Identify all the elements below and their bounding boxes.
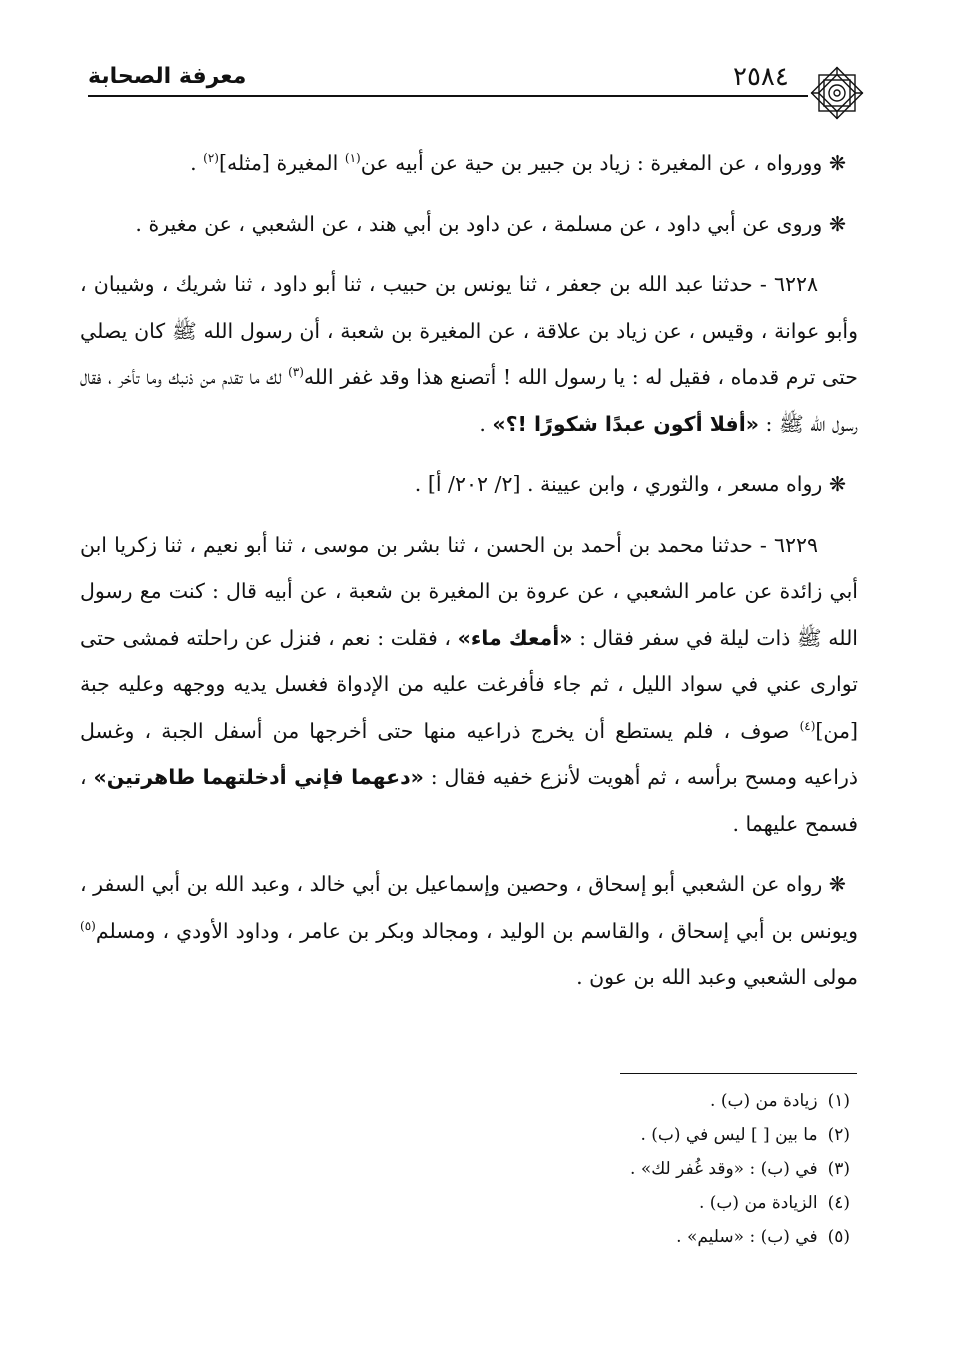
- text-run: .: [479, 411, 493, 436]
- footnote-number: (٤): [827, 1193, 850, 1213]
- footnote-text: ما بين [ ] ليس في (ب) .: [640, 1125, 818, 1145]
- footnote-item: [540, 1084, 850, 1118]
- note-marker-icon: ❋: [822, 211, 846, 236]
- text-run: رواه عن الشعبي أبو إسحاق ، وحصين وإسماعيل بن أبي خالد ، وعبد الله بن أبي السفر ، ويونس بن أبي إسحاق ، والقاسم بن الوليد ، ومجالد وبكر بن عامر ، وداود الأودي ، ومسلم: [80, 872, 858, 943]
- page-number: ٢٥٨٤: [733, 62, 789, 92]
- note-paragraph: [80, 461, 858, 508]
- text-run: ، فقلت : نعم ، فنزل عن راحلته فمشى حتى توارى عني في سواد الليل ، ثم جاء فأفرغت عليه من الإدواة فغسل يديه ووجهه وعليه جبة [من]: [80, 625, 858, 743]
- footnote-text: في (ب) : «وقد غُفر لك» .: [630, 1159, 818, 1179]
- footnotes: [540, 1084, 850, 1254]
- book-title: معرفة الصحابة: [88, 64, 247, 89]
- footnote-item: [540, 1118, 850, 1152]
- footnote-ref: (٢): [203, 151, 219, 166]
- footnote-text: في (ب) : «سليم» .: [676, 1227, 818, 1247]
- text-run: وروى عن أبي داود ، عن مسلمة ، عن داود بن أبي هند ، عن الشعبي ، عن مغيرة .: [135, 211, 823, 236]
- footnote-text: زيادة من (ب) .: [710, 1091, 818, 1111]
- eight-point-star-ornament-icon: [806, 62, 868, 124]
- note-paragraph: [80, 201, 858, 248]
- footnote-item: [540, 1220, 850, 1254]
- text-run: .: [190, 151, 204, 175]
- hadith-number: ٦٢٢٨: [773, 272, 818, 296]
- text-run: صوف ، فلم يستطع أن يخرج ذراعيه منها حتى أخرجها من أسفل الجبة ، وغسل ذراعيه ومسح برأسه ، ثم أهويت لأنزع خفيه فقال :: [80, 718, 858, 789]
- note-paragraph: [80, 140, 858, 187]
- text-run: ، فسمح عليهما .: [80, 765, 858, 836]
- hadith-paragraph: ٦٢٢٨ - حدثنا عبد الله بن جعفر ، ثنا يونس بن حبيب ، ثنا أبو داود ، ثنا شريك ، وشيبان ، وأبو عوانة ، وقيس ، عن زياد بن علاقة ، عن المغيرة بن شعبة ، أن رسول الله ﷺ كان يصلي حتى ترم قدماه ، فقيل له : يا رسول الله ! أتصنع هذا وقد غفر الله$^{(٣)}$ لك ما تقدم من ذنبك وما تأخر ، فقال رسول الله ﷺ : «أفلا أكون عبدًا شكورًا !؟» .: [80, 272, 858, 436]
- prophetic-saying: «أمعك ماء»: [457, 625, 573, 650]
- footnote-rule: [620, 1073, 857, 1074]
- note-marker-icon: ❋: [822, 472, 846, 496]
- page-header: [88, 58, 868, 98]
- header-rule: [88, 95, 808, 97]
- text-run: مولى الشعبي وعبد الله بن عون .: [576, 965, 858, 989]
- footnote-number: (١): [827, 1091, 850, 1111]
- footnote-item: [540, 1152, 850, 1186]
- text-run: وورواه ، عن المغيرة : زياد بن جبير بن حية عن أبيه عن: [360, 151, 823, 175]
- footnote-text: الزيادة من (ب) .: [698, 1193, 818, 1213]
- footnote-ref: (٣): [288, 365, 304, 380]
- footnote-number: (٢): [827, 1125, 850, 1145]
- footnote-ref: (٥): [80, 918, 96, 933]
- footnote-ref: (١): [344, 151, 361, 166]
- note-marker-icon: ❋: [822, 872, 846, 896]
- text-run: حدثنا عبد الله بن جعفر ، ثنا يونس بن حبيب ، ثنا أبو داود ، ثنا شريك ، وشيبان ، وأبو عوانة ، وقيس ، عن زياد بن علاقة ، عن المغيرة بن شعبة ، أن رسول الله ﷺ كان يصلي حتى ترم قدماه ، فقيل له : يا رسول الله ! أتصنع هذا وقد غفر الله: [80, 272, 858, 389]
- note-marker-icon: ❋: [822, 151, 846, 175]
- text-run: المغيرة [مثله]: [218, 151, 345, 175]
- text-run: رواه مسعر ، والثوري ، وابن عيينة . [٢/ ٢٠٢/ أ] .: [414, 472, 823, 496]
- note-paragraph: [80, 861, 858, 1001]
- footnote-item: [540, 1186, 850, 1220]
- hadith-paragraph: ٦٢٢٩ - حدثنا محمد بن أحمد بن الحسن ، ثنا بشر بن موسى ، ثنا أبو نعيم ، ثنا زكريا ابن أبي زائدة عن عامر الشعبي ، عن عروة بن المغيرة بن شعبة ، عن أبيه قال : كنت مع رسول الله ﷺ ذات ليلة في سفر فقال : «أمعك ماء» ، فقلت : نعم ، فنزل عن راحلته فمشى حتى توارى عني في سواد الليل ، ثم جاء فأفرغت عليه من الإدواة فغسل يديه ووجهه وعليه جبة [من]$^{(٤)}$ صوف ، فلم يستطع أن يخرج ذراعيه منها حتى أخرجها من أسفل الجبة ، وغسل ذراعيه ومسح برأسه ، ثم أهويت لأنزع خفيه فقال : «دعهما فإني أدخلتهما طاهرتين» ، فسمح عليهما .: [80, 532, 859, 836]
- footnote-ref: (٤): [799, 718, 816, 733]
- main-text: [80, 140, 858, 1015]
- text-run: لك ما تقدم من ذنبك وما تأخر ، فقال رسول الله ﷺ :: [80, 365, 858, 436]
- prophetic-saying: «دعهما فإني أدخلتهما طاهرتين»: [93, 765, 424, 789]
- prophetic-saying: «أفلا أكون عبدًا شكورًا !؟»: [492, 411, 759, 436]
- footnote-number: (٣): [827, 1159, 850, 1179]
- footnote-number: (٥): [827, 1227, 850, 1247]
- text-run: حدثنا محمد بن أحمد بن الحسن ، ثنا بشر بن موسى ، ثنا أبو نعيم ، ثنا زكريا ابن أبي زائدة عن عامر الشعبي ، عن عروة بن المغيرة بن شعبة ، عن أبيه قال : كنت مع رسول الله ﷺ ذات ليلة في سفر فقال :: [80, 532, 859, 650]
- hadith-number: ٦٢٢٩: [773, 532, 818, 557]
